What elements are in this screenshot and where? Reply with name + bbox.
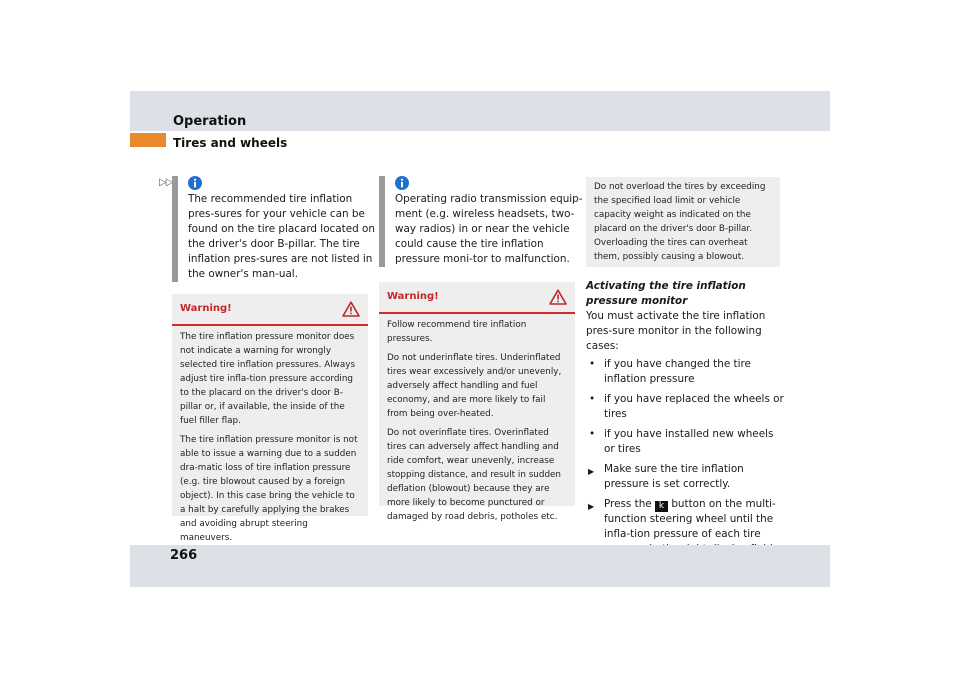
warning-paragraph: Do not underinflate tires. Underinflated tires wear excessively and/or unevenly, adversely affect handling and fuel economy, and are more likely to fail from being over-heated. — [387, 353, 562, 419]
section-heading: Activating the tire inflation pressure monitor — [586, 280, 746, 307]
warning-box-monitor — [172, 294, 368, 543]
info-note-radio — [379, 176, 585, 267]
list-item: • if you have replaced the wheels or tires — [586, 392, 786, 422]
info-icon — [395, 176, 409, 190]
info-text: The recommended tire inflation pres-sures for your vehicle can be found on the tire placard located on the driver's door B-pillar. The tire inflation pres-sures are not listed in the owner's man-ual. — [188, 193, 375, 280]
warning-paragraph: The tire inflation pressure monitor does not indicate a warning for wrongly selected tire inflation pressures. Always adjust tire infla-tion pressure according to the placard on the driver's door B-pillar or, if available, the inside of the fuel filler flap. — [180, 332, 356, 426]
step-item — [586, 462, 786, 492]
warning-header — [379, 282, 575, 314]
warning-triangle-icon — [549, 289, 567, 305]
warning-paragraph: The tire inflation pressure monitor is not able to issue a warning due to a sudden dra-matic loss of tire inflation pressure (e.g. tire blowout caused by a foreign object). In this case bring the vehicle to a halt by carefully applying the brakes and avoiding abrupt steering maneuvers. — [180, 435, 358, 543]
warning-paragraph: Follow recommend tire inflation pressures. — [387, 320, 527, 344]
step-text: button on the multi-function steering wheel until the infla-tion pressure of each tire — [604, 498, 776, 540]
activation-section — [586, 279, 786, 562]
warning-header — [172, 294, 368, 326]
warning-box-inflation — [379, 282, 575, 522]
section-title: Operation — [173, 114, 247, 129]
list-item: • if you have installed new wheels or tires — [586, 427, 786, 457]
list-item: • if you have changed the tire inflation pressure — [586, 357, 786, 387]
step-text: Make sure the tire inflation pressure is set correctly. — [604, 463, 744, 490]
step-arrow-icon: ▶ — [588, 467, 595, 476]
info-icon — [188, 176, 202, 190]
info-note-tire-placard — [172, 176, 378, 282]
step-arrow-icon: ▶ — [588, 502, 595, 511]
info-text: Operating radio transmission equip-ment (e.g. wireless headsets, two-way radios) in or near the vehicle could cause the tire inflation pressure moni-tor to malfunction. — [395, 193, 583, 265]
warning-title: Warning! — [387, 291, 439, 302]
warning-title: Warning! — [180, 303, 232, 314]
step-text: Press the — [604, 498, 652, 510]
warning-triangle-icon — [342, 301, 360, 317]
accent-tab — [130, 133, 166, 147]
case-list — [586, 357, 786, 457]
intro-paragraph: You must activate the tire inflation pres-sure monitor in the following cases: — [586, 310, 766, 352]
step-list — [586, 462, 786, 557]
warning-paragraph: Do not overinflate tires. Overinflated tires can adversely affect handling and ride comfort, wear unevenly, increase stopping distance, and result in sudden deflation (blowout) because they are more likely to become punctured or damaged by road debris, potholes etc. — [387, 428, 562, 522]
steering-wheel-key-icon: k — [655, 501, 668, 512]
page-number: 266 — [170, 548, 198, 563]
section-subtitle: Tires and wheels — [173, 136, 288, 150]
footer-bar — [130, 545, 830, 587]
note-text: Do not overload the tires by exceeding the specified load limit or vehicle capacity weight as indicated on the placard on the driver's door B-pillar. Overloading the tires can overheat them, possibly causing a blowout. — [594, 182, 766, 262]
overload-note-box — [586, 177, 780, 267]
continuation-marker: ▷▷ — [159, 177, 173, 188]
